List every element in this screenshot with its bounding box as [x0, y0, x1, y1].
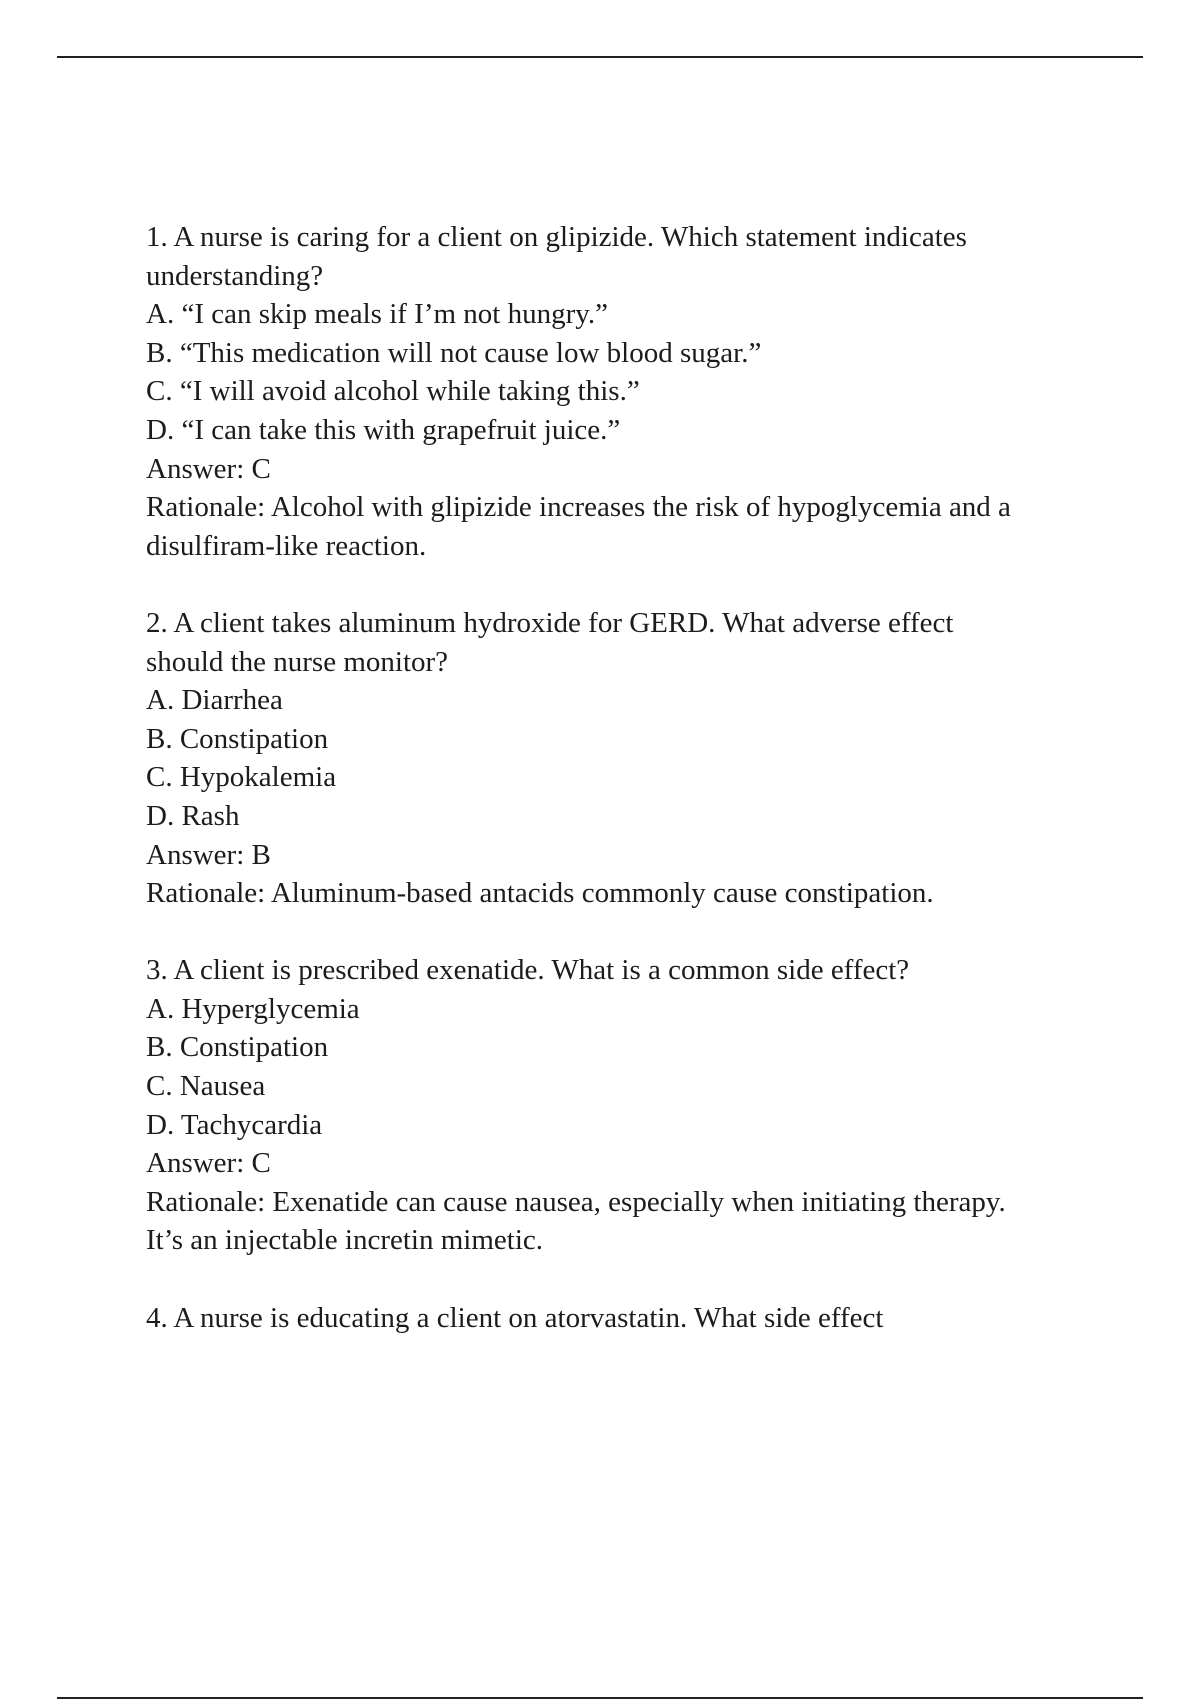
option-d: D. Tachycardia: [146, 1108, 323, 1141]
answer: Answer: C: [146, 452, 271, 485]
question-3: [146, 951, 1026, 1260]
question-4-partial: [146, 1299, 1026, 1338]
question-2: [146, 604, 1026, 913]
option-d: D. “I can take this with grapefruit juice.”: [146, 413, 621, 446]
option-b: B. “This medication will not cause low blood sugar.”: [146, 336, 762, 369]
rationale: Rationale: Exenatide can cause nausea, especially when initiating therapy. It’s an injectable incretin mimetic.: [146, 1185, 1013, 1257]
footer-rule: [57, 1697, 1143, 1699]
option-a: A. Diarrhea: [146, 684, 283, 717]
option-c: C. Hypokalemia: [146, 761, 337, 794]
rationale: Rationale: Alcohol with glipizide increases the risk of hypoglycemia and a disulfiram-like reaction.: [146, 491, 1019, 562]
question-1: [146, 218, 1026, 565]
question-stem: 2. A client takes aluminum hydroxide for GERD. What adverse effect should the nurse monitor?: [146, 606, 961, 678]
answer: Answer: B: [146, 838, 271, 871]
question-stem: 3. A client is prescribed exenatide. What is a common side effect?: [146, 954, 910, 987]
option-a: A. Hyperglycemia: [146, 992, 360, 1025]
rationale: Rationale: Aluminum-based antacids commonly cause constipation.: [146, 877, 934, 910]
document-body: [146, 218, 1026, 1376]
question-stem: 1. A nurse is caring for a client on glipizide. Which statement indicates understanding?: [146, 221, 975, 292]
answer: Answer: C: [146, 1147, 271, 1180]
option-d: D. Rash: [146, 799, 240, 832]
option-c: C. Nausea: [146, 1070, 266, 1103]
option-a: A. “I can skip meals if I’m not hungry.”: [146, 298, 608, 331]
option-b: B. Constipation: [146, 722, 329, 755]
question-stem: 4. A nurse is educating a client on atorvastatin. What side effect: [146, 1301, 884, 1334]
header-rule: [57, 56, 1143, 58]
option-b: B. Constipation: [146, 1031, 329, 1064]
option-c: C. “I will avoid alcohol while taking this.”: [146, 375, 640, 408]
